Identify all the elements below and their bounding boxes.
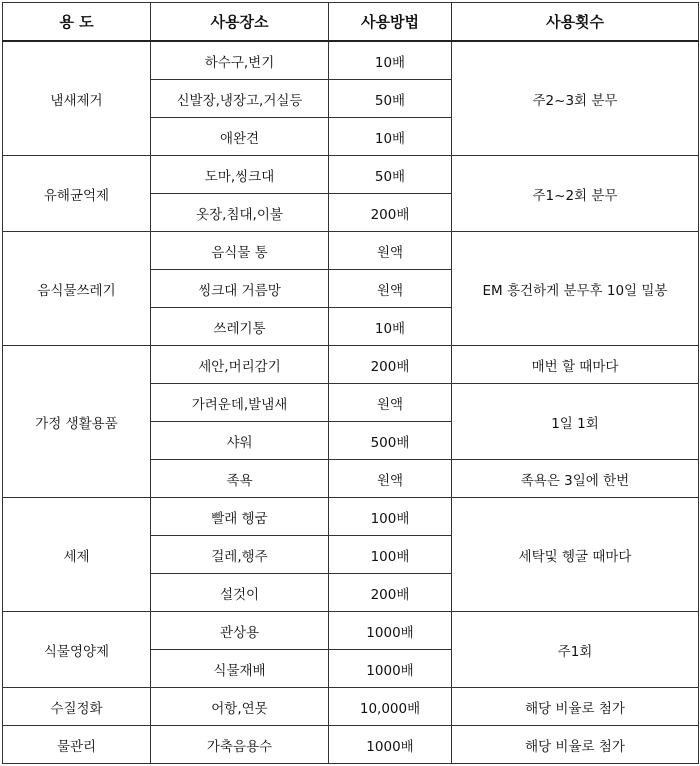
table-header	[3, 3, 699, 42]
table-row	[3, 726, 699, 764]
header-frequency: 사용횟수	[452, 3, 699, 42]
header-method: 사용방법	[329, 3, 452, 42]
method-cell: 원액	[329, 232, 452, 270]
table-row	[3, 156, 699, 194]
method-cell: 100배	[329, 536, 452, 574]
place-cell: 빨래 헹굼	[151, 498, 329, 536]
frequency-cell: 매번 할 때마다	[452, 346, 699, 384]
place-cell: 설것이	[151, 574, 329, 612]
frequency-cell: 주1회	[452, 612, 699, 688]
purpose-cell: 세제	[3, 498, 151, 612]
method-cell: 10배	[329, 41, 452, 80]
place-cell: 세안,머리감기	[151, 346, 329, 384]
place-cell: 가축음용수	[151, 726, 329, 764]
place-cell: 쓰레기통	[151, 308, 329, 346]
method-cell: 200배	[329, 346, 452, 384]
purpose-cell: 냄새제거	[3, 41, 151, 156]
header-purpose: 용 도	[3, 3, 151, 42]
method-cell: 10배	[329, 118, 452, 156]
frequency-cell: 1일 1회	[452, 384, 699, 460]
place-cell: 옷장,침대,이불	[151, 194, 329, 232]
place-cell: 샤워	[151, 422, 329, 460]
method-cell: 50배	[329, 156, 452, 194]
place-cell: 하수구,변기	[151, 41, 329, 80]
purpose-cell: 음식물쓰레기	[3, 232, 151, 346]
purpose-cell: 식물영양제	[3, 612, 151, 688]
method-cell: 50배	[329, 80, 452, 118]
place-cell: 신발장,냉장고,거실등	[151, 80, 329, 118]
frequency-cell: 족욕은 3일에 한번	[452, 460, 699, 498]
method-cell: 1000배	[329, 650, 452, 688]
method-cell: 200배	[329, 574, 452, 612]
frequency-cell: 주2~3회 분무	[452, 41, 699, 156]
usage-table	[2, 2, 699, 764]
place-cell: 씽크대 거름망	[151, 270, 329, 308]
frequency-cell: 주1~2회 분무	[452, 156, 699, 232]
purpose-cell: 유해균억제	[3, 156, 151, 232]
place-cell: 어항,연못	[151, 688, 329, 726]
method-cell: 1000배	[329, 612, 452, 650]
frequency-cell: 해당 비율로 첨가	[452, 688, 699, 726]
method-cell: 100배	[329, 498, 452, 536]
method-cell: 500배	[329, 422, 452, 460]
place-cell: 애완견	[151, 118, 329, 156]
header-row	[3, 3, 699, 42]
place-cell: 가려운데,발냄새	[151, 384, 329, 422]
frequency-cell: EM 흥건하게 분무후 10일 밀봉	[452, 232, 699, 346]
place-cell: 식물재배	[151, 650, 329, 688]
purpose-cell: 가정 생활용품	[3, 346, 151, 498]
table-row	[3, 232, 699, 270]
place-cell: 관상용	[151, 612, 329, 650]
frequency-cell: 세탁및 헹굴 때마다	[452, 498, 699, 612]
frequency-cell: 해당 비율로 첨가	[452, 726, 699, 764]
table-row	[3, 612, 699, 650]
method-cell: 10,000배	[329, 688, 452, 726]
table-row	[3, 498, 699, 536]
method-cell: 200배	[329, 194, 452, 232]
table-row	[3, 346, 699, 384]
method-cell: 10배	[329, 308, 452, 346]
header-place: 사용장소	[151, 3, 329, 42]
method-cell: 원액	[329, 460, 452, 498]
place-cell: 걸레,행주	[151, 536, 329, 574]
method-cell: 1000배	[329, 726, 452, 764]
purpose-cell: 물관리	[3, 726, 151, 764]
place-cell: 음식물 통	[151, 232, 329, 270]
table-row	[3, 688, 699, 726]
method-cell: 원액	[329, 384, 452, 422]
method-cell: 원액	[329, 270, 452, 308]
purpose-cell: 수질정화	[3, 688, 151, 726]
place-cell: 족욕	[151, 460, 329, 498]
place-cell: 도마,씽크대	[151, 156, 329, 194]
table-row	[3, 41, 699, 80]
table-body	[3, 41, 699, 764]
